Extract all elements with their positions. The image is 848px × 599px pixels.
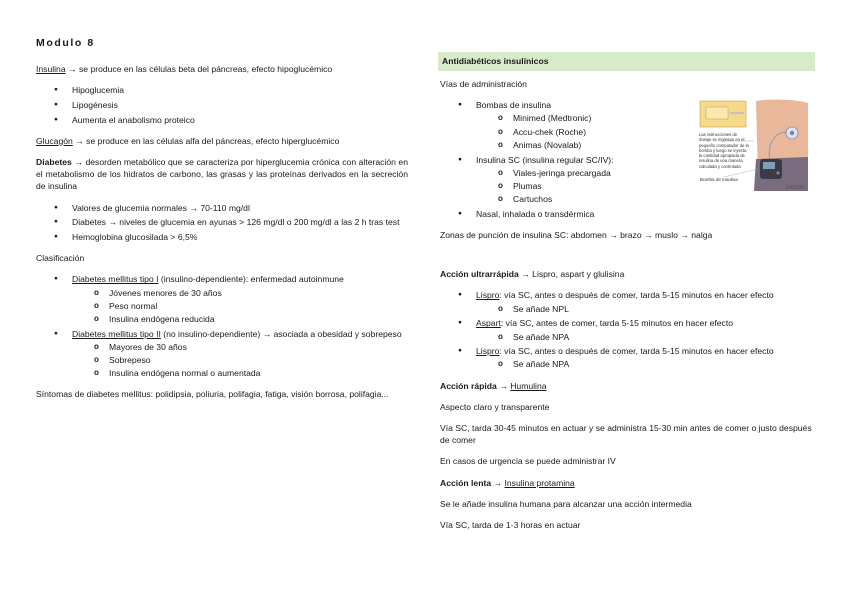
lispro-item: ● Lispro: vía SC, antes o después de comer, tarda 5-15 minutos en hacer efecto o Se añade NPL <box>440 289 815 314</box>
module-title: Modulo 8 <box>36 37 95 49</box>
list-item: ● Lipogénesis <box>36 99 408 111</box>
left-column <box>36 36 408 410</box>
list-item: o Peso normal <box>72 300 408 312</box>
vias-heading: Vías de administración <box>440 79 527 89</box>
zonas-paragraph: Zonas de punción de insulina SC: abdomen → brazo → muslo → nalga <box>440 230 713 241</box>
list-item: o Mayores de 30 años <box>72 341 408 353</box>
list-item: ● Valores de glucemia normales → 70-110 mg/dl <box>36 202 408 214</box>
section-header: Antidiabéticos insulínicos <box>438 52 815 71</box>
tipo2-sublist <box>72 341 408 380</box>
list-item: o Insulina endógena normal o aumentada <box>72 367 408 379</box>
tipo1-item: ● Diabetes mellitus tipo I (insulino-dependiente): enfermedad autoinmune o Jóvenes menores de 30 años o Peso normal o Insulina endógena reducida <box>36 273 408 325</box>
list-item: ● Aumenta el anabolismo proteico <box>36 114 408 126</box>
diabetes-term: Diabetes <box>36 156 72 167</box>
figure-label-bottom: Bomba de insulina <box>700 177 738 182</box>
aspecto-paragraph: Aspecto claro y transparente <box>440 401 550 412</box>
list-item: ● Diabetes → niveles de glucemia en ayunas > 126 mg/dl o 200 mg/dl a las 2 h tras test <box>36 216 408 228</box>
lenta-paragraph: Se le añade insulina humana para alcanzar una acción intermedia <box>440 498 692 509</box>
figure-caption: Las instrucciones de dosaje se ingresan en el pequeño computador de la bomba y luego se inyecta la cantidad apropiada de insulina de una manera calculada y controlada <box>699 132 749 169</box>
insulina-paragraph: Insulina → se produce en las células beta del páncreas, efecto hipoglucémico <box>36 63 333 74</box>
lenta-heading: Acción lenta → Insulina protamina <box>440 477 575 488</box>
sc-item: ● Insulina SC (insulina regular SC/IV): o Viales-jeringa precargada o Plumas o Cartuchos <box>440 154 815 206</box>
list-item: o Se añade NPA <box>476 331 815 343</box>
urgencia-paragraph: En casos de urgencia se puede administrar IV <box>440 456 616 467</box>
glucagon-paragraph: Glucagón → se produce en las células alfa del páncreas, efecto hiperglucémico <box>36 135 340 146</box>
bombas-item: ● Bombas de insulina o Minimed (Medtronic) o Accu-chek (Roche) o Animas (Novalab) <box>440 99 815 151</box>
via-sc-rapida-paragraph: Vía SC, tarda 30-45 minutos en actuar y se administra 15-30 min antes de comer o justo después de comer <box>440 423 812 446</box>
list-item: o Jóvenes menores de 30 años <box>72 287 408 299</box>
list-item: o Accu-chek (Roche) <box>476 126 815 138</box>
clasificacion-heading: Clasificación <box>36 253 85 264</box>
ultrarrapida-heading: Acción ultrarrápida → Lispro, aspart y glulisina <box>440 269 625 280</box>
list-item: o Sobrepeso <box>72 354 408 366</box>
clasificacion-list <box>36 273 408 379</box>
nasal-item: ● Nasal, inhalada o transdérmica <box>440 208 815 220</box>
list-item: o Insulina endógena reducida <box>72 313 408 325</box>
aspart-item: ● Aspart: vía SC, antes de comer, tarda 5-15 minutos en hacer efecto o Se añade NPA <box>440 317 815 342</box>
list-item: o Animas (Novalab) <box>476 139 815 151</box>
tipo2-item: ● Diabetes mellitus tipo II (no insulino-dependiente) → asociada a obesidad y sobrepeso o Mayores de 30 años o Sobrepeso o Insulina endógena normal o aumentada <box>36 328 408 380</box>
list-item: o Viales-jeringa precargada <box>476 167 815 179</box>
list-item: o Se añade NPA <box>476 358 815 370</box>
glucagon-term: Glucagón <box>36 135 73 146</box>
diabetes-paragraph: Diabetes → desorden metabólico que se caracteriza por hiperglucemia crónica con alteración en el metabolismo de los hidratos de carbono, las grasas y las proteínas derivados en la secreción de insulina <box>36 156 408 192</box>
list-item: o Plumas <box>476 180 815 192</box>
sintomas-paragraph: Síntomas de diabetes mellitus: polidipsia, poliuria, polifagia, fatiga, visión borrosa, polifagia... <box>36 389 389 400</box>
insulina-effects-list <box>36 84 408 126</box>
via-sc-lenta-paragraph: Vía SC, tarda de 1-3 horas en actuar <box>440 520 581 531</box>
list-item: ● Hemoglobina glucosilada > 6,5% <box>36 231 408 243</box>
tipo1-sublist <box>72 287 408 326</box>
list-item: o Cartuchos <box>476 193 815 205</box>
lispro-item: ● Lispro: vía SC, antes o después de comer, tarda 5-15 minutos en hacer efecto o Se añade NPA <box>440 345 815 370</box>
insulina-term: Insulina <box>36 63 66 74</box>
watermark-label: ©ADAM <box>786 185 805 191</box>
list-item: o Se añade NPL <box>476 303 815 315</box>
ultrarrapida-list <box>440 289 815 370</box>
diabetes-values-list <box>36 202 408 244</box>
list-item: ● Hipoglucemia <box>36 84 408 96</box>
list-item: o Minimed (Medtronic) <box>476 112 815 124</box>
rapida-heading: Acción rápida → Humulina <box>440 380 547 391</box>
